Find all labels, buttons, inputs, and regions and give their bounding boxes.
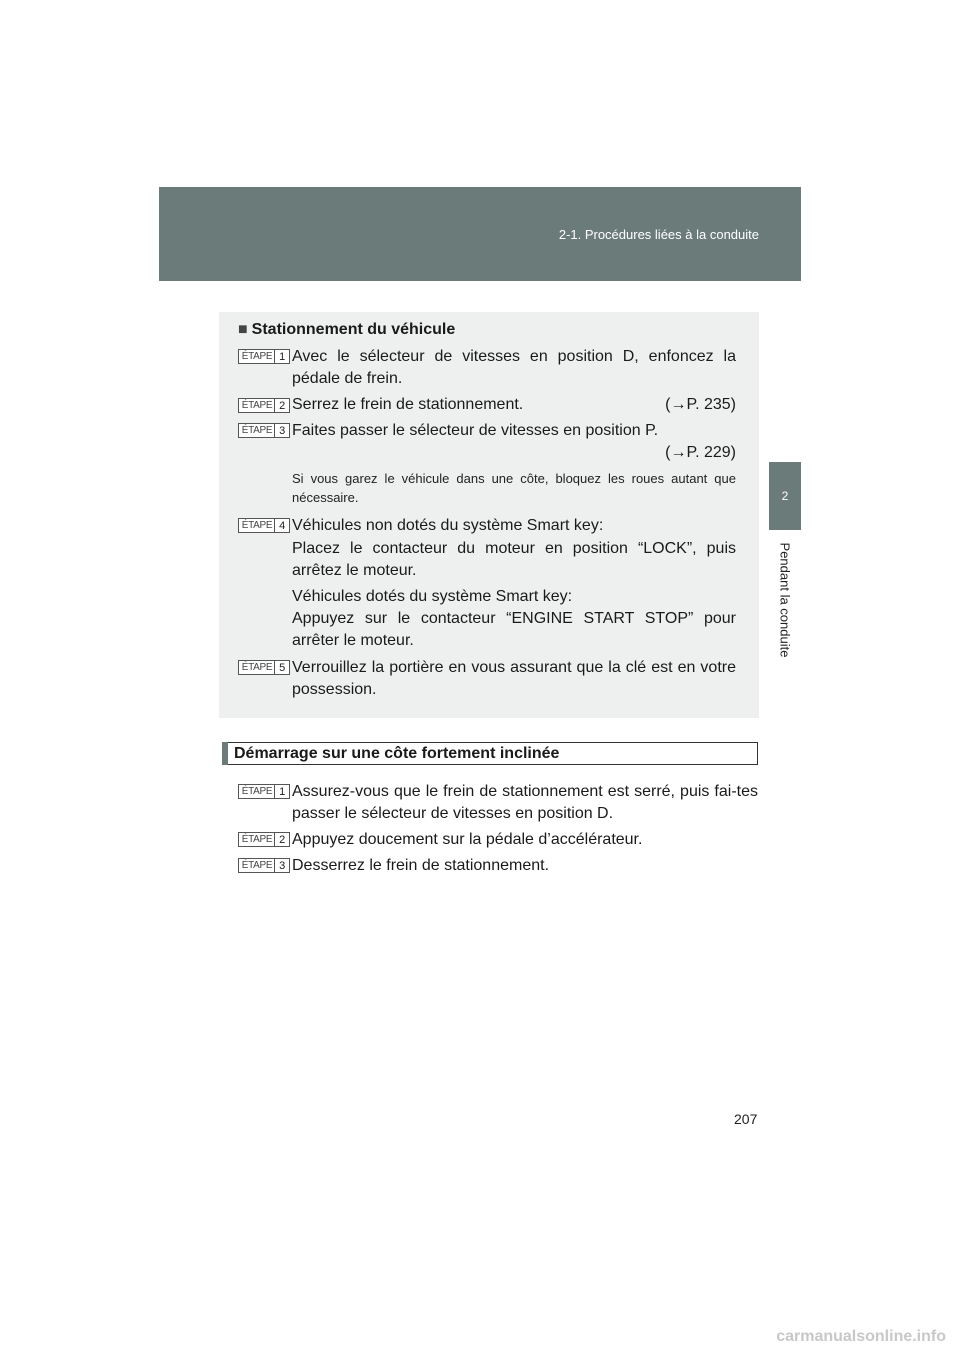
step-text: Assurez-vous que le frein de stationnement est serré, puis fai-tes passer le sélecteur de vitesses en position D. bbox=[292, 783, 758, 822]
page-number: 207 bbox=[734, 1111, 758, 1127]
chapter-number: 2 bbox=[781, 489, 789, 503]
chapter-label: Pendant la conduite bbox=[777, 542, 793, 658]
watermark: carmanualsonline.info bbox=[776, 1328, 946, 1345]
step-badge: ÉTAPE 3 bbox=[238, 858, 290, 873]
note-text: Si vous garez le véhicule dans une côte, bloquez les roues autant que nécessaire. bbox=[292, 471, 736, 505]
step-text: Avec le sélecteur de vitesses en position D, enfoncez la pédale de frein. bbox=[292, 348, 736, 387]
heading-accent bbox=[222, 742, 228, 765]
parking-title: ■ Stationnement du véhicule bbox=[238, 321, 456, 338]
step-text: Desserrez le frein de stationnement. bbox=[292, 857, 550, 874]
step-badge: ÉTAPE 3 bbox=[238, 423, 290, 438]
page-reference: (→P. 229) bbox=[665, 444, 736, 461]
step-text: Véhicules dotés du système Smart key: bbox=[292, 588, 573, 605]
step-badge: ÉTAPE 2 bbox=[238, 832, 290, 847]
step-badge: ÉTAPE 1 bbox=[238, 349, 290, 364]
step-text: Verrouillez la portière en vous assurant que la clé est en votre possession. bbox=[292, 659, 736, 698]
section-heading-title: Démarrage sur une côte fortement inclinée bbox=[234, 745, 560, 762]
step-badge: ÉTAPE 2 bbox=[238, 398, 290, 413]
page-reference: (→P. 235) bbox=[665, 396, 736, 413]
step-text: Appuyez sur le contacteur “ENGINE START STOP” pour arrêter le moteur. bbox=[292, 610, 736, 649]
step-text: Serrez le frein de stationnement. (→P. 235) bbox=[292, 394, 736, 416]
step-text: Faites passer le sélecteur de vitesses en position P. bbox=[292, 422, 659, 439]
step-text: Appuyez doucement sur la pédale d’accélérateur. bbox=[292, 831, 643, 848]
square-bullet-icon: ■ bbox=[238, 321, 248, 338]
step-badge: ÉTAPE 4 bbox=[238, 518, 290, 533]
chapter-tab bbox=[769, 462, 801, 530]
header-band bbox=[159, 187, 801, 281]
section-heading bbox=[222, 742, 758, 765]
step-badge: ÉTAPE 5 bbox=[238, 660, 290, 675]
step-text: Placez le contacteur du moteur en position “LOCK”, puis arrêtez le moteur. bbox=[292, 540, 736, 579]
step-badge: ÉTAPE 1 bbox=[238, 784, 290, 799]
step-text: Véhicules non dotés du système Smart key: bbox=[292, 517, 604, 534]
section-title: 2-1. Procédures liées à la conduite bbox=[558, 227, 759, 242]
